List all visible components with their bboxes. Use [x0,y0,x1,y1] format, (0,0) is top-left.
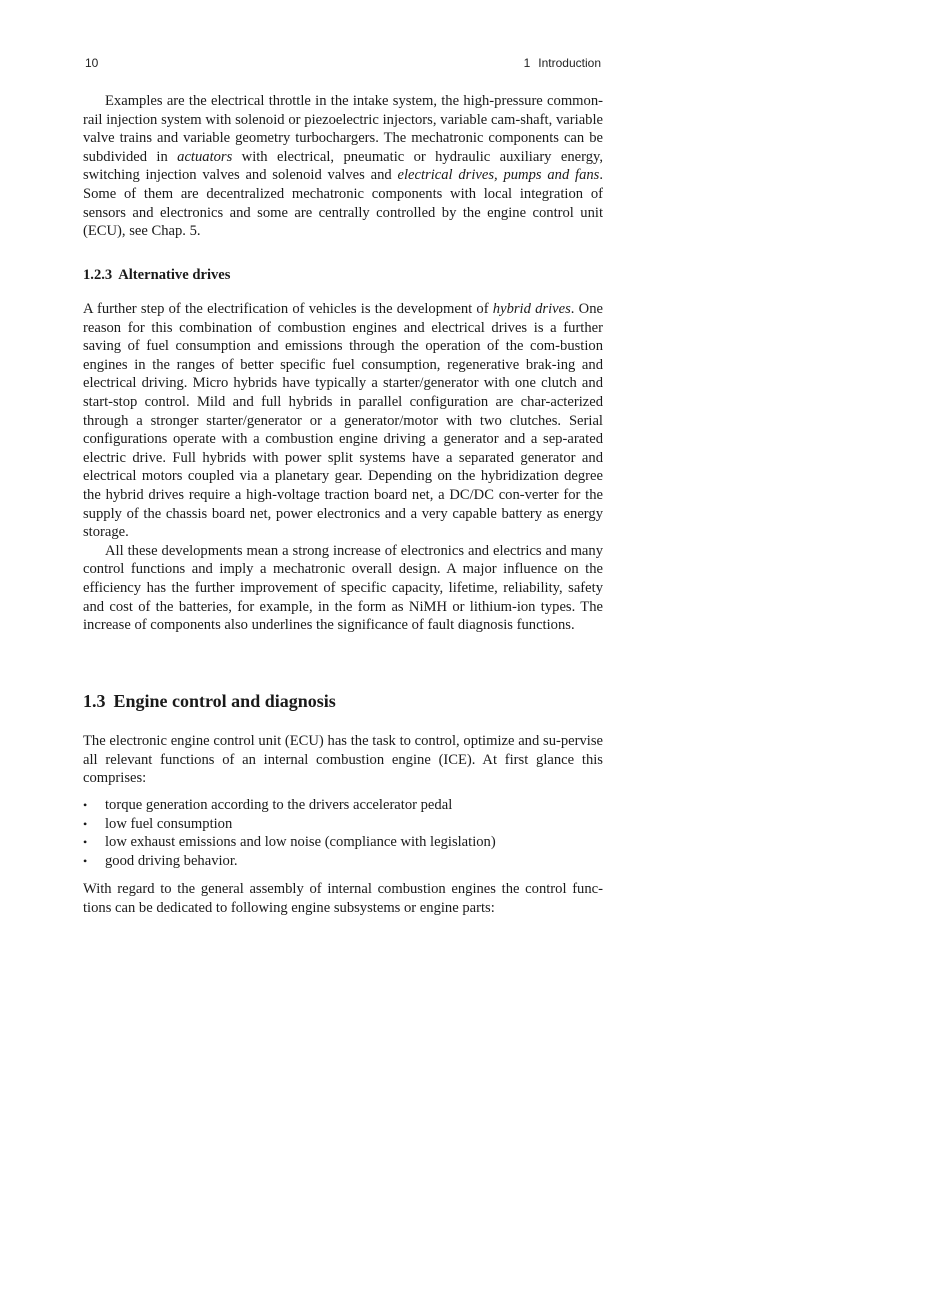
emphasis-hybrid-drives: hybrid drives [492,301,571,317]
bullet-icon: • [83,816,88,831]
paragraph-hybrid-drives [83,300,603,635]
text-run: . One reason for this combination of combustion engines and electrical drives is a further saving of fuel consumption and emissions through the operation of the com-bustion engines in the ranges of better specific fuel consumption, regenerative brak-ing and electrical driving. Micro hybrids have typically a starter/generator with one clutch and start-stop control. Mild and full hybrids in parallel configuration are char-acterized through a stronger starter/generator or a generator/motor with two clutches. Serial configurations operate with a combustion engine driving a generator and a sep-arated electric drive. Full hybrids with power split systems have a separated generator and electrical motors coupled via a planetary gear. Depending on the hybridization degree the hybrid drives require a high-voltage traction board net, a DC/DC con-verter for the supply of the chassis board net, power electronics and a very capable battery as energy storage. [83,301,603,541]
chapter-number: 1 [523,56,531,70]
text-run: Examples are the electrical throttle in the intake system, the high-pressure common-rail injection system with solenoid or piezoelectric injectors, variable cam-shaft, variable valve trains and variable geometry turbochargers. The mechatronic components can be subdivided in [83,93,603,165]
paragraph-mechatronic-components [83,92,603,241]
bullet-list [83,796,603,870]
chapter-title: Introduction [538,56,601,70]
list-item [83,852,603,871]
text-run: with electrical, pneumatic or hydraulic auxiliary energy, switching injection valves and solenoid valves and [83,148,603,184]
text-run: . Some of them are decentralized mechatronic components with local integration of sensors and electronics and some are centrally controlled by the engine control unit (ECU), see Chap. 5. [83,167,604,240]
list-item-text: good driving behavior. [105,852,238,869]
running-head [83,56,601,72]
list-item [83,796,603,815]
emphasis-electrical-drives: electrical drives, pumps and fans [397,167,600,184]
bullet-icon: • [83,835,88,850]
list-item [83,815,603,834]
section-title: Alternative drives [118,267,231,283]
paragraph-engine-subsystems [83,880,603,917]
chapter-header [524,56,601,70]
section-title: Engine control and diagnosis [113,691,336,711]
page-number: 10 [85,56,99,70]
section-number: 1.3 [83,691,106,711]
emphasis-actuators: actuators [177,148,233,165]
list-item [83,833,603,852]
paragraph-text: With regard to the general assembly of internal combustion engines the control func-tions can be dedicated to following engine subsystems or engine parts: [83,881,603,916]
section-heading-engine-control [83,691,336,712]
list-item-text: low exhaust emissions and low noise (compliance with legislation) [105,834,496,851]
bullet-icon: • [83,798,88,812]
paragraph-developments: All these developments mean a strong increase of electronics and electrics and many control functions and imply a mechatronic overall design. A major influence on the efficiency has the further improvement of specific capacity, lifetime, reliability, safety and cost of the batteries, for example, in the form as NiMH or lithium-ion types. The increase of components also underlines the significance of fault diagnosis functions. [83,542,603,634]
text-run: A further step of the electrification of vehicles is the development of [83,301,493,317]
list-item-text: low fuel consumption [105,815,233,832]
list-item-text: torque generation according to the drivers accelerator pedal [105,797,453,813]
bullet-icon: • [83,853,88,868]
section-number: 1.2.3 [83,267,113,283]
paragraph-ecu-task [83,732,603,788]
paragraph-text: The electronic engine control unit (ECU) has the task to control, optimize and su-pervise all relevant functions of an internal combustion engine (ICE). At first glance this comprises: [83,733,603,787]
section-heading-alternative-drives [83,267,230,284]
